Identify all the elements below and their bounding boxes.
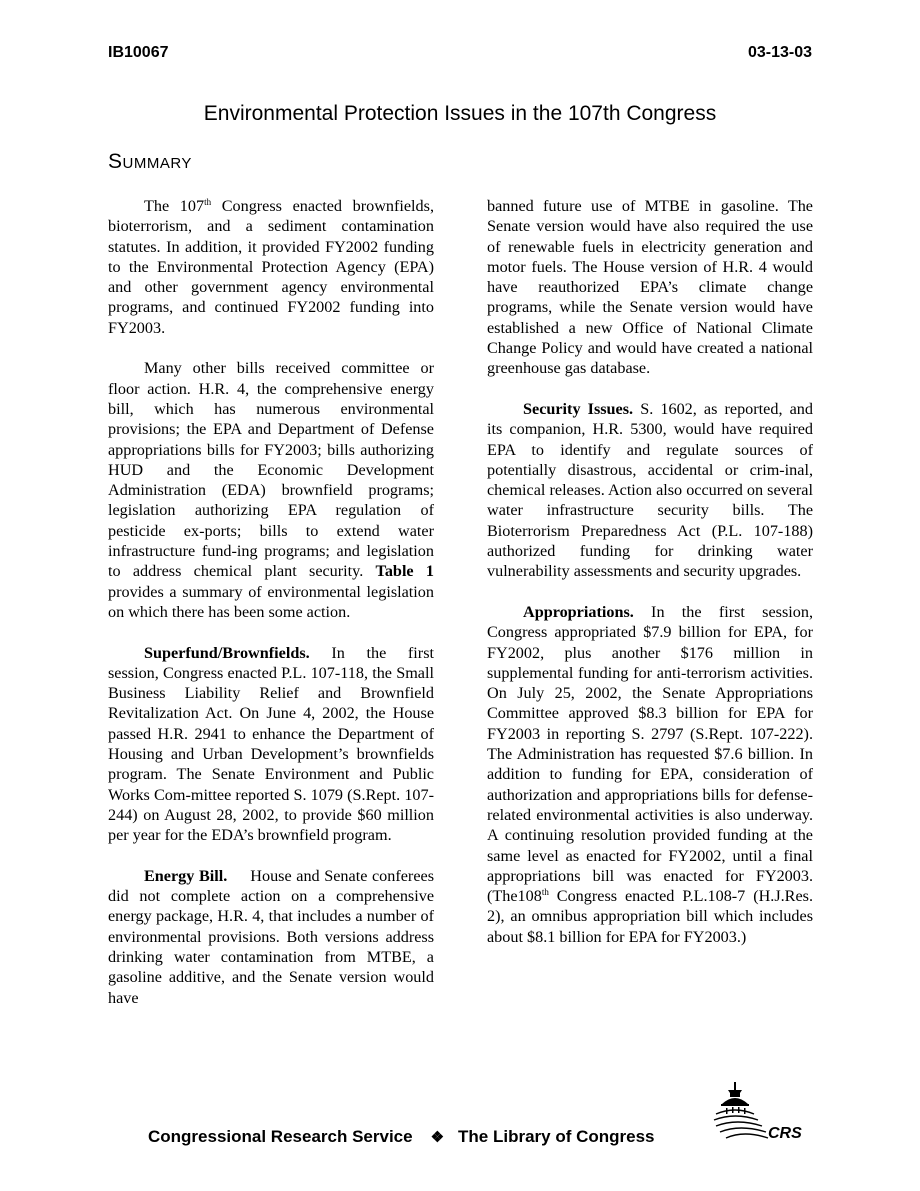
crs-logo-text: CRS — [768, 1125, 802, 1142]
paragraph-superfund — [108, 643, 434, 846]
paragraph-heading: Appropriations. — [523, 602, 634, 621]
footer-org: Congressional Research Service — [148, 1127, 413, 1146]
paragraph-energy — [108, 866, 439, 1008]
crs-capitol-logo-icon — [712, 1080, 812, 1150]
text: The 107 — [144, 197, 205, 215]
text: House and Senate conferees did not complete action on a comprehensive energy package, H.R. 4, that includes a number of environmental provisions. Both versions address drinking water contamination from MTBE, a gasoline additive, and the Senate version would have — [108, 866, 439, 1007]
paragraph-intro — [108, 196, 434, 338]
paragraph-appropriations — [487, 602, 813, 947]
paragraph-heading: Energy Bill. — [144, 866, 228, 885]
text: provides a summary of environmental legislation on which there has been some action. — [108, 582, 434, 621]
text: Many other bills received committee or floor action. H.R. 4, the comprehensive energy bill, which has numerous environmental provisions; the EPA and Department of Defense appropriations bills for FY2003; bills authorizing HUD and the Economic Development Administration (EDA) brownfield programs; legislation authorizing EPA regulation of pesticide ex-ports; bills to extend water infrastructure fund-ing programs; and legislation to address chemical plant security. — [108, 359, 434, 581]
text: Congress enacted brownfields, bioterrorism, and a sediment contamination statutes. In addition, it provided FY2002 funding to the Environmental Protection Agency (EPA) and other government agency environmental programs, and continued FY2002 funding into FY2003. — [108, 197, 434, 337]
text: Congress enacted P.L.108-7 (H.J.Res. 2), an omnibus appropriation bill which includes about $8.1 billion for EPA for FY2003.) — [487, 887, 813, 946]
right-column — [487, 196, 813, 967]
document-date: 03-13-03 — [747, 44, 812, 61]
paragraph-heading: Security Issues. — [523, 399, 634, 418]
text: In the first session, Congress appropriated $7.9 billion for EPA, for FY2002, plus another $176 million in supplemental funding for anti-terrorism activities. On July 25, 2002, the Senate Appropriations Committee approved $8.3 billion for EPA for FY2003 in reporting S. 2797 (S.Rept. 107-222). The Administration has requested $7.6 billion. In addition to funding for EPA, consideration of authorization and appropriations bills for defense-related environmental activities is also underway. A continuing resolution provided funding at the same level as enacted for FY2002, until a final appropriations bill was enacted for FY2003. (The108 — [487, 602, 813, 906]
footer — [148, 1127, 655, 1147]
paragraph-security — [487, 399, 813, 582]
section-heading: Summary — [108, 150, 192, 173]
document-id: IB10067 — [108, 44, 169, 61]
text: S. 1602, as reported, and its companion, H.R. 5300, would have required EPA to identify and regulate sources of potentially disastrous, accidental or crim-inal, chemical releases. Action also occurred on several water infrastructure security bills. The Bioterrorism Preparedness Act (P.L. 107-188) authorized funding for drinking water vulnerability assessments and security upgrades. — [487, 399, 813, 581]
superscript: th — [204, 197, 212, 207]
paragraph-heading: Superfund/Brownfields. — [144, 643, 310, 662]
page-title: Environmental Protection Issues in the 107th Congress — [203, 102, 717, 125]
text: In the first session, Congress enacted P.L. 107-118, the Small Business Liability Relief and Brownfield Revitalization Act. On June 4, 2002, the House passed H.R. 2941 to enhance the Department of Housing and Urban Development’s brownfields program. The Senate Environment and Public Works Com-mittee reported S. 1079 (S.Rept. 107-244) on August 28, 2002, to provide $60 million per year for the EDA’s brownfield program. — [108, 643, 434, 845]
superscript: th — [541, 887, 549, 898]
footer-library: The Library of Congress — [458, 1127, 655, 1146]
table-reference: Table 1 — [375, 562, 434, 581]
left-column — [108, 196, 439, 1028]
paragraph-bills — [108, 358, 434, 622]
paragraph-energy-continued: banned future use of MTBE in gasoline. The Senate version would have also required the use of renewable fuels in electricity generation and motor fuels. The House version of H.R. 4 would have reauthorized EPA’s climate change programs, while the Senate version would have established a new Office of National Climate Change Policy and would have created a national greenhouse gas database. — [487, 197, 813, 378]
separator-icon: ❖ — [430, 1129, 445, 1146]
